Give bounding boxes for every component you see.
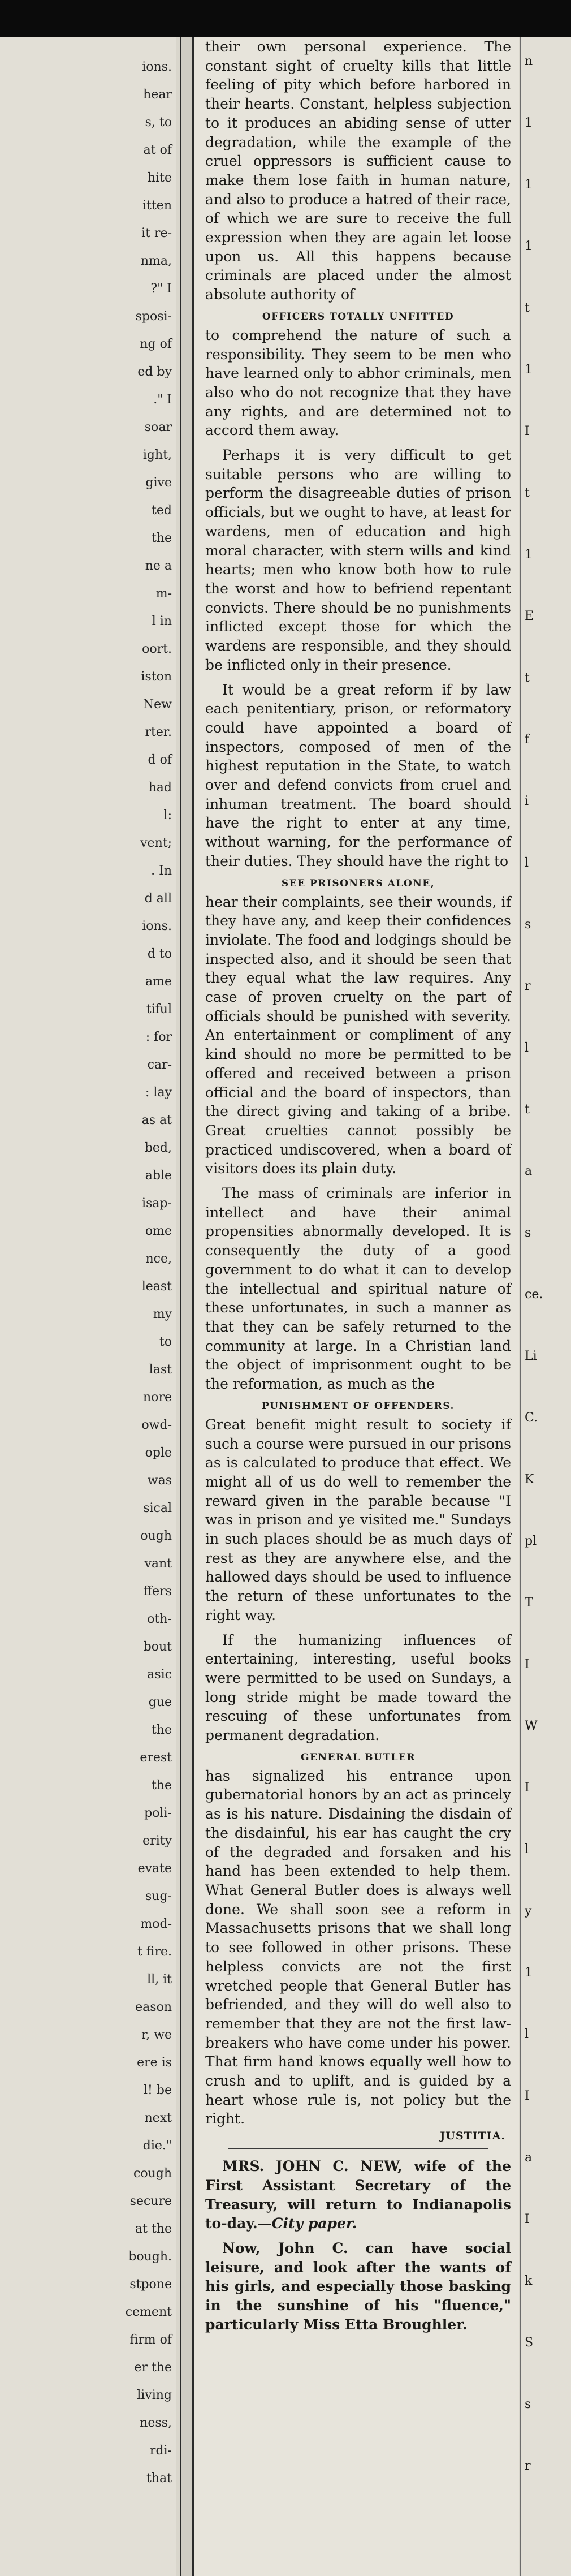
left-column-fragment: sical xyxy=(143,1501,172,1515)
left-column-fragment: ions. xyxy=(142,919,172,933)
separator-rule xyxy=(228,2148,488,2149)
left-adjacent-column xyxy=(0,37,176,2576)
main-article-column xyxy=(194,37,519,2576)
right-column-fragment: Li xyxy=(525,1349,537,1363)
left-column-fragment: ople xyxy=(145,1446,172,1460)
left-column-fragment: as at xyxy=(141,1113,172,1127)
left-column-fragment: nore xyxy=(143,1390,172,1405)
left-column-fragment: sug- xyxy=(145,1889,172,1903)
paragraph-1: their own personal experience. The constant sight of cruelty kills that little feeling of pity which before harbored in their hearts. Constant, helpless subjection to it produces an abiding sense of utter degradation, while the example of the cruel oppressors is sufficient cause to make them lose faith in human nature, and also to produce a hatred of their race, of which we are sure to receive the full expression when they are again let loose upon us. All this happens because criminals are placed under the almost absolute authority of xyxy=(205,38,511,303)
right-column-fragment: 1 xyxy=(525,178,533,192)
right-adjacent-column xyxy=(521,37,571,2576)
column-gutter xyxy=(181,37,192,2576)
left-column-fragment: cough xyxy=(133,2166,172,2181)
left-column-fragment: ?" I xyxy=(150,282,172,296)
left-column-fragment: that xyxy=(146,2471,172,2485)
note-mrs-new xyxy=(205,2157,511,2233)
left-column-fragment: t fire. xyxy=(137,1945,172,1959)
left-column-fragment: . In xyxy=(151,864,172,878)
left-column-fragment: hite xyxy=(147,171,172,185)
right-column-fragment: 1 xyxy=(525,239,533,253)
paragraph-4: It would be a great reform if by law each penitentiary, prison, or reformatory could have appointed a board of inspectors, composed of men of the highest reputation in the State, to watch over and defend convicts from cruel and inhuman treatment. The board should have the right to enter at any time, without warning, for the performance of their duties. They should have the right to xyxy=(205,681,511,869)
signature: JUSTITIA. xyxy=(440,2130,505,2143)
right-column-fragment: t xyxy=(525,301,530,315)
left-column-fragment: was xyxy=(147,1474,172,1488)
paragraph-8: If the humanizing influences of entertaining, interesting, useful books were permitted to be used on Sundays, a long stride might be made toward the rescuing of these unfortunates from permanent degradation. xyxy=(205,1631,511,1744)
left-column-fragment: give xyxy=(145,476,172,490)
left-column-fragment: ted xyxy=(152,503,172,518)
right-column-fragment: f xyxy=(525,733,530,747)
left-column-fragment: ness, xyxy=(140,2416,172,2430)
right-column-fragment: r xyxy=(525,2459,531,2473)
right-column-fragment: 1 xyxy=(525,1966,533,1980)
left-column-fragment: stpone xyxy=(129,2277,172,2291)
right-column-fragment: S xyxy=(525,2336,534,2350)
paragraph-7: Great benefit might result to society if such a course were pursued in our prisons as is calculated to produce that effect. We might all of us do well to remember the reward given in the parable because "I was in prison and ye visited me." Sundays in such places should be as much days of rest as they are anywhere else, and the hallowed days should be used to influence the return of these unfortunates to the right way. xyxy=(205,1416,511,1623)
left-column-fragment: vent; xyxy=(140,836,172,850)
paragraph-9: has signalized his entrance upon gubernatorial honors by an act as princely as is his nature. Disdaining the disdain of the disdainful, his ear has caught the cry of the degraded and forsaken and his hand has been extended to help them. What General Butler does is always well done. We shall soon see a reform in Massachusetts prisons that we shall long to see followed in other prisons. These helpless convicts are not the first wretched people that General Butler has befriended, and they will do well also to remember that they are not the first law-breakers who have come under his power. That firm hand knows equally well how to crush and to uplift, and is guided by a heart whose rule is, not policy but the right. xyxy=(205,1767,511,2127)
left-column-fragment: rdi- xyxy=(149,2444,172,2458)
right-column-fragment: y xyxy=(525,1904,532,1918)
right-column-fragment: r xyxy=(525,979,531,993)
subheading-see-prisoners: SEE PRISONERS ALONE, xyxy=(281,877,435,889)
note-name: MRS. JOHN C. NEW, xyxy=(222,2158,403,2175)
left-column-fragment: ight, xyxy=(142,448,172,462)
left-column-fragment: ." I xyxy=(153,393,172,407)
left-column-fragment: ions. xyxy=(142,60,172,74)
right-column-fragment: E xyxy=(525,609,534,623)
right-column-fragment: ce. xyxy=(525,1287,543,1302)
left-column-fragment: car- xyxy=(147,1058,172,1072)
left-column-fragment: nma, xyxy=(140,254,172,268)
left-column-fragment: rter. xyxy=(145,725,172,739)
left-column-fragment: sposi- xyxy=(135,309,172,324)
right-column-fragment: I xyxy=(525,2089,530,2103)
left-column-fragment: bout xyxy=(143,1640,172,1654)
left-column-fragment: soar xyxy=(144,420,172,434)
left-column-fragment: the xyxy=(151,1723,172,1737)
left-column-fragment: ame xyxy=(145,975,172,989)
right-column-fragment: C. xyxy=(525,1411,538,1425)
left-column-fragment: tiful xyxy=(146,1002,172,1016)
right-column-fragment: l xyxy=(525,2027,529,2041)
left-column-fragment: owd- xyxy=(141,1418,172,1432)
left-column-fragment: asic xyxy=(147,1668,172,1682)
left-column-fragment: ng of xyxy=(140,337,172,351)
right-column-fragment: I xyxy=(525,1781,530,1795)
left-column-fragment: s, to xyxy=(145,115,172,130)
left-column-fragment: the xyxy=(151,531,172,545)
right-column-fragment: n xyxy=(525,54,533,68)
paragraph-6: The mass of criminals are inferior in intellect and have their animal propensities abnormally developed. It is consequently the duty of a good government to do what it can to develop the intellectual and spiritual nature of these unfortunates, in such a manner as that they can be safely returned to the community at large. In a Christian land the object of imprisonment ought to be the reformation, as much as the xyxy=(205,1185,511,1393)
right-column-fragment: pl xyxy=(525,1534,537,1548)
left-column-fragment: l: xyxy=(163,808,172,822)
right-column-fragment: s xyxy=(525,2397,531,2411)
left-column-fragment: d to xyxy=(147,947,172,961)
right-column-fragment: I xyxy=(525,2212,530,2226)
left-column-fragment: bough. xyxy=(128,2250,172,2264)
left-column-fragment: secure xyxy=(129,2194,172,2208)
left-column-fragment: ed by xyxy=(137,365,172,379)
left-column-fragment: ffers xyxy=(143,1584,172,1599)
right-column-fragment: 1 xyxy=(525,116,533,130)
note-source: City paper. xyxy=(271,2215,357,2232)
left-column-fragment: bed, xyxy=(144,1141,172,1155)
left-column-fragment: next xyxy=(144,2111,172,2125)
left-column-fragment: my xyxy=(153,1307,172,1321)
left-column-fragment: l in xyxy=(152,614,172,628)
paragraph-3: Perhaps it is very difficult to get suitable persons who are willing to perform the disagreeable duties of prison officials, but we ought to have, at least for wardens, men of education and high moral character, with stern wills and kind hearts; men who know both how to rule the worst and how to befriend repentant convicts. There should be no punishments inflicted except those for which the wardens are responsible, and they should be inflicted only in their presence. xyxy=(205,447,511,673)
right-column-fragment: a xyxy=(525,1164,533,1178)
left-column-fragment: at of xyxy=(143,143,172,157)
left-column-fragment: ne a xyxy=(145,559,172,573)
left-column-fragment: die." xyxy=(142,2139,172,2153)
right-column-fragment: l xyxy=(525,856,529,870)
right-column-fragment: T xyxy=(525,1596,533,1610)
right-column-fragment: K xyxy=(525,1472,534,1487)
left-column-fragment: ome xyxy=(145,1224,172,1238)
left-column-fragment: New xyxy=(142,697,172,712)
left-column-fragment: it re- xyxy=(141,226,172,240)
left-column-fragment: : for xyxy=(145,1030,172,1044)
left-column-fragment: ere is xyxy=(137,2056,172,2070)
left-column-fragment: gue xyxy=(148,1695,172,1709)
left-column-fragment: least xyxy=(141,1280,172,1294)
left-column-fragment: nce, xyxy=(145,1252,172,1266)
left-column-fragment: ough xyxy=(140,1529,172,1543)
right-column-fragment: s xyxy=(525,1226,531,1240)
right-column-fragment: a xyxy=(525,2151,533,2165)
left-column-fragment: the xyxy=(151,1778,172,1793)
right-column-fragment: l xyxy=(525,1041,529,1055)
right-column-fragment: l xyxy=(525,1842,529,1856)
left-column-fragment: er the xyxy=(134,2360,172,2375)
paragraph-5: hear their complaints, see their wounds, if they have any, and keep their confidences inviolate. The food and lodgings should be inspected also, and it should be seen that they equal what the law requires. Any case of proven cruelty on the part of officials should be punished with severity. An entertainment or compliment of any kind should no more be permitted to be offered and received between a prison official and the board of inspectors, than the direct giving and taking of a bribe. Great cruelties cannot possibly be practiced undiscovered, when a board of visitors does its plain duty. xyxy=(205,893,511,1177)
left-column-fragment: evate xyxy=(137,1862,172,1876)
left-column-fragment: vant xyxy=(144,1557,172,1571)
left-column-fragment: erest xyxy=(140,1751,172,1765)
left-column-fragment: m- xyxy=(155,587,172,601)
right-column-fragment: I xyxy=(525,1657,530,1672)
top-black-band xyxy=(0,0,571,37)
note-body: wife of the First Assistant Secretary of the Treasury, will return to Indianapolis to-day.— xyxy=(205,2158,511,2232)
left-column-fragment: mod- xyxy=(140,1917,172,1931)
left-column-fragment: hear xyxy=(143,88,172,102)
left-column-fragment: iston xyxy=(141,670,172,684)
paragraph-2: to comprehend the nature of such a responsibility. They seem to be men who have learned only to abhor criminals, men also who do not recognize that they have any rights, and are determined not to accord them away. xyxy=(205,326,511,439)
left-column-fragment: to xyxy=(159,1335,172,1349)
right-column-fragment: 1 xyxy=(525,363,533,377)
right-column-fragment: W xyxy=(525,1719,538,1733)
right-column-fragment: t xyxy=(525,671,530,685)
left-column-fragment: eason xyxy=(135,2000,172,2014)
note-john-c: Now, John C. can have social leisure, and look after the wants of his girls, and especially those basking in the sunshine of his "fluence," particularly Miss Etta Broughler. xyxy=(205,2239,511,2333)
right-column-fragment: s xyxy=(525,917,531,932)
left-column-fragment: d of xyxy=(148,753,172,767)
left-column-fragment: oort. xyxy=(142,642,172,656)
right-column-fragment: k xyxy=(525,2274,533,2288)
left-column-fragment: : lay xyxy=(145,1085,172,1100)
left-column-fragment: ll, it xyxy=(147,1972,172,1987)
left-column-fragment: last xyxy=(149,1363,172,1377)
right-column-fragment: t xyxy=(525,1102,530,1117)
left-column-fragment: itten xyxy=(142,199,172,213)
left-column-fragment: r, we xyxy=(141,2028,172,2042)
left-column-fragment: oth- xyxy=(147,1612,172,1626)
right-column-fragment: i xyxy=(525,794,529,808)
left-column-fragment: l! be xyxy=(144,2083,172,2097)
left-column-fragment: erity xyxy=(142,1834,172,1848)
left-column-fragment: able xyxy=(145,1169,172,1183)
left-column-fragment: firm of xyxy=(129,2333,172,2347)
right-column-fragment: I xyxy=(525,424,530,438)
left-column-fragment: poli- xyxy=(144,1806,172,1820)
left-column-fragment: d all xyxy=(144,891,172,906)
right-column-fragment: 1 xyxy=(525,548,533,562)
left-column-fragment: living xyxy=(137,2388,172,2402)
left-column-fragment: isap- xyxy=(142,1196,172,1211)
right-column-fragment: t xyxy=(525,486,530,500)
subheading-punishment: PUNISHMENT OF OFFENDERS. xyxy=(262,1400,455,1412)
subheading-general-butler: GENERAL BUTLER xyxy=(300,1751,416,1763)
left-column-fragment: cement xyxy=(125,2305,172,2319)
subheading-officers: OFFICERS TOTALLY UNFITTED xyxy=(262,311,455,322)
left-column-fragment: at the xyxy=(135,2222,172,2236)
left-column-fragment: had xyxy=(148,781,172,795)
